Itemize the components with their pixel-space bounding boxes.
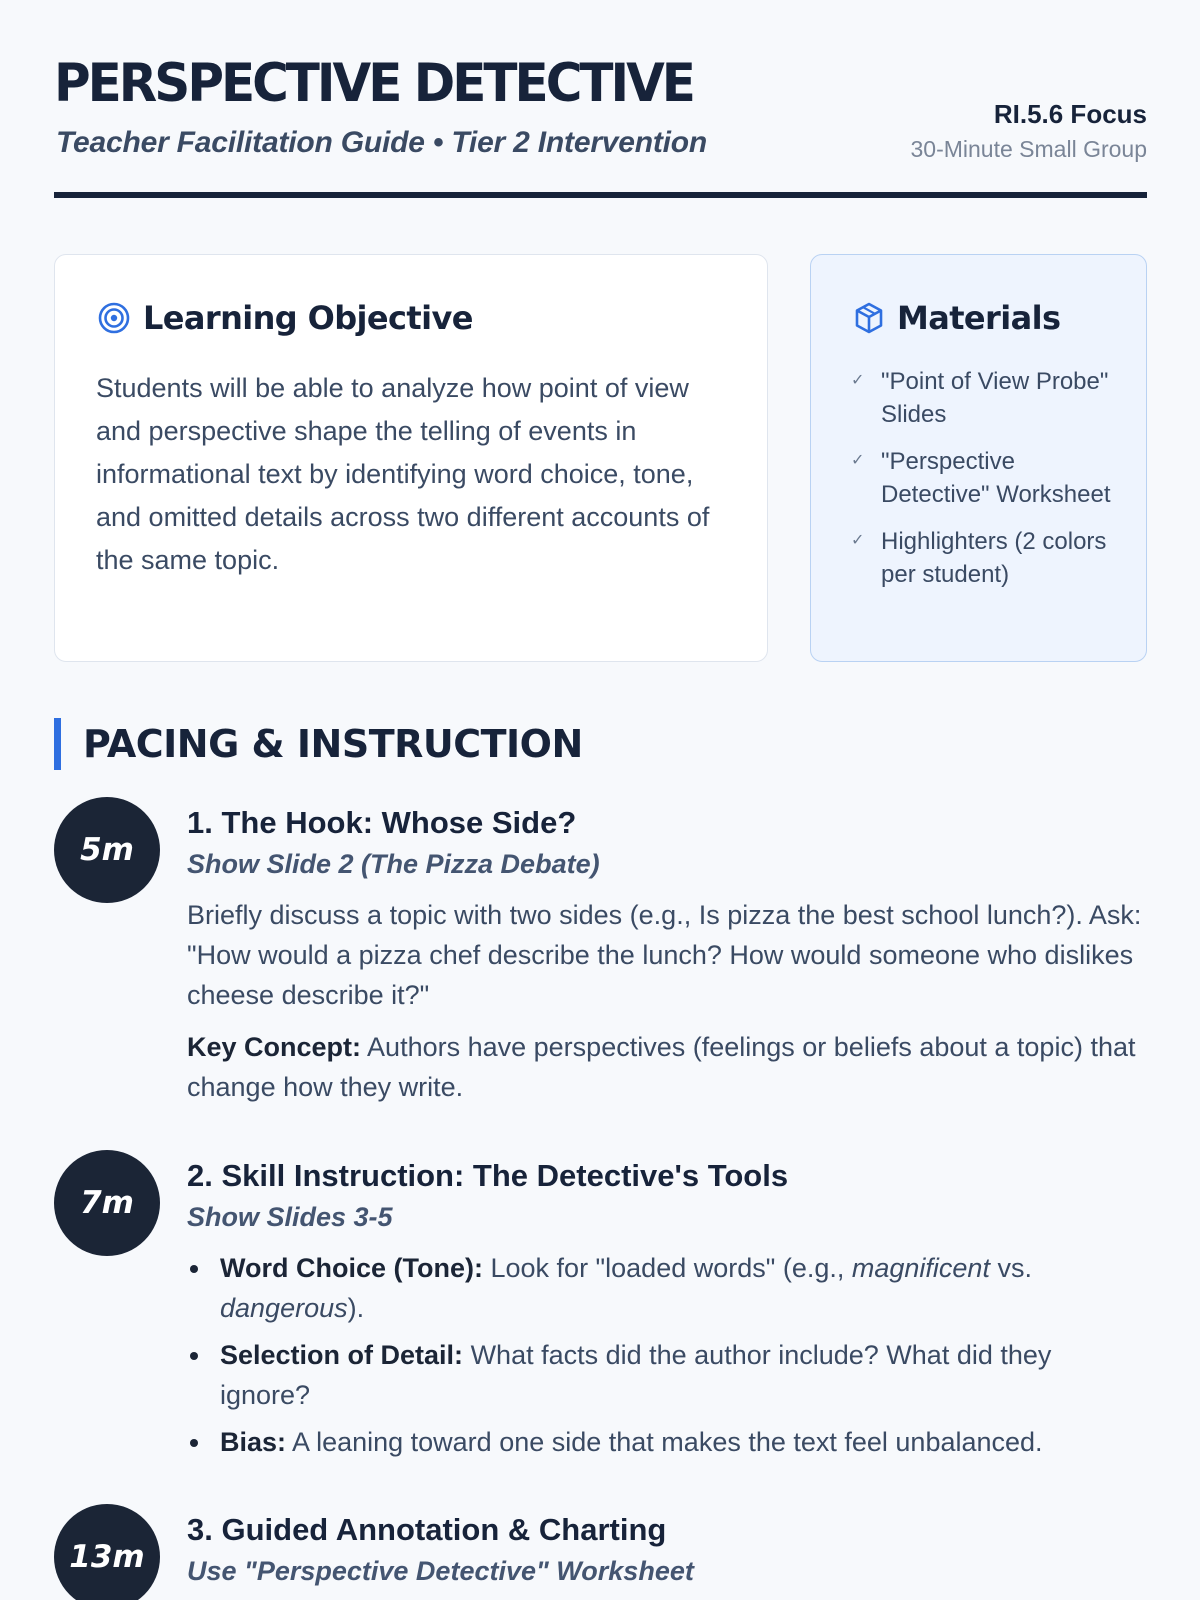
step-instruction: Use "Perspective Detective" Worksheet (187, 1556, 694, 1586)
tool-example: magnificent (851, 1253, 990, 1283)
tool-text: Look for "loaded words" (e.g., (490, 1253, 852, 1283)
tools-list (187, 1248, 1147, 1462)
key-concept-text: Authors have perspectives (feelings or beliefs about a topic) that change how they write. (187, 1032, 1136, 1102)
tool-text: What facts did the author include? What did they ignore? (220, 1340, 1052, 1410)
material-label: "Point of View Probe" Slides (881, 368, 1109, 428)
step-instruction: Show Slide 2 (The Pizza Debate) (187, 849, 600, 879)
key-concept-label: Key Concept: (187, 1032, 362, 1062)
step-title: 2. Skill Instruction: The Detective's Tools (187, 1158, 789, 1193)
material-label: Highlighters (2 colors per student) (881, 528, 1107, 588)
box-icon (853, 301, 885, 335)
learning-objective-card (54, 254, 768, 662)
list-item (851, 525, 1121, 591)
learning-objective-header (97, 299, 473, 337)
check-icon: ✓ (851, 450, 865, 469)
material-label: "Perspective Detective" Worksheet (881, 448, 1111, 508)
materials-title: Materials (897, 299, 1061, 337)
tool-example: dangerous (220, 1293, 348, 1323)
learning-objective-text: Students will be able to analyze how point of view and perspective shape the telling of events in informational text by identifying word choice, tone, and omitted details across two different accounts of the same topic. (96, 373, 710, 575)
page-subtitle: Teacher Facilitation Guide • Tier 2 Intervention (56, 126, 708, 159)
pacing-section-heading: PACING & INSTRUCTION (54, 718, 583, 770)
step-description: Briefly discuss a topic with two sides (e.g., Is pizza the best school lunch?). Ask: "How would a pizza chef describe the lunch? How would someone who dislikes cheese describe it?" (187, 900, 1142, 1010)
list-item (187, 1335, 1147, 1415)
step-title: 1. The Hook: Whose Side? (187, 805, 577, 840)
tool-label: Word Choice (Tone): (220, 1253, 483, 1283)
target-icon (97, 301, 131, 335)
step-body (187, 1510, 1147, 1590)
guide-page (54, 0, 1147, 1600)
step-body (187, 1156, 1147, 1469)
standard-focus: RI.5.6 Focus (993, 99, 1147, 129)
tool-label: Selection of Detail: (220, 1340, 464, 1370)
session-length: 30-Minute Small Group (910, 136, 1147, 162)
time-badge: 7m (54, 1150, 160, 1256)
learning-objective-title: Learning Objective (143, 299, 473, 337)
materials-list (851, 365, 1121, 605)
tool-text: vs. (989, 1253, 1032, 1283)
step-body (187, 803, 1147, 1107)
list-item (851, 445, 1121, 511)
list-item (187, 1248, 1147, 1328)
tool-text: A leaning toward one side that makes the text feel unbalanced. (292, 1427, 1043, 1457)
materials-card (810, 254, 1147, 662)
tool-label: Bias: (220, 1427, 287, 1457)
tool-text: ). (347, 1293, 365, 1323)
page-header (54, 52, 1147, 200)
materials-header (853, 299, 1060, 337)
step-title: 3. Guided Annotation & Charting (187, 1512, 667, 1547)
header-divider (54, 192, 1147, 198)
list-item (187, 1422, 1147, 1462)
check-icon: ✓ (851, 530, 865, 549)
check-icon: ✓ (851, 370, 865, 389)
key-concept (187, 1027, 1147, 1107)
page-title: PERSPECTIVE DETECTIVE (54, 52, 693, 114)
step-instruction: Show Slides 3-5 (187, 1202, 393, 1232)
list-item (851, 365, 1121, 431)
time-badge: 13m (54, 1504, 160, 1600)
time-badge: 5m (54, 797, 160, 903)
